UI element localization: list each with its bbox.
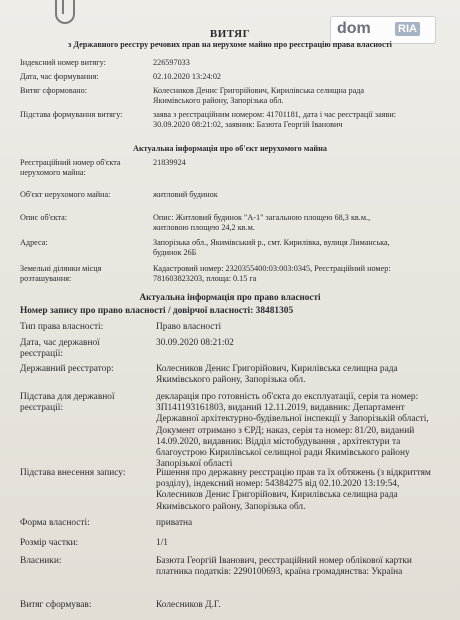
object-label: Опис об'єкта:	[20, 213, 68, 222]
binder-clip-stem	[62, 0, 64, 14]
right-value: приватна	[156, 518, 193, 528]
right-value: Рішення про державну реєстрацію прав та їх обтяжень (з відкриттям розділу), індексний номер: 54384275 від 02.10.2020 13:19:54, Колесников Денис Григорійович, Кирилівська селищна рада Якимівського району, Запорізька обл.	[156, 468, 431, 512]
info-value: заява з реєстраційним номером: 41701181, дата і час реєстрації заяви: 30.09.2020 08:21:02, заявник: Базюта Георгій Іванович	[153, 110, 396, 129]
right-value: 1/1	[156, 538, 168, 548]
right-label: Форма власності:	[20, 518, 90, 528]
object-value: Запорізька обл., Якимівський р., смт. Кирилівка, вулиця Лиманська, будинок 26Б	[153, 238, 390, 257]
document-title: ВИТЯГ	[209, 28, 251, 40]
document-subtitle: з Державного реєстру речових прав на нерухоме майно про реєстрацію права власності	[68, 40, 392, 49]
object-value: Кадастровий номер: 2320355400:03:003:0345, Реєстраційний номер: 781603823203, площа: 0.15 га	[153, 264, 391, 283]
object-label: Адреса:	[20, 238, 48, 247]
object-label: Земельні ділянки місця розташування:	[20, 264, 102, 283]
section-title-right: Актуальна інформація про право власності	[139, 292, 321, 302]
right-label: Державний реєстратор:	[20, 364, 114, 374]
right-value: 30.09.2020 08:21:02	[156, 338, 234, 348]
section-title-object: Актуальна інформація про об'єкт нерухомого майна	[133, 144, 327, 153]
info-label: Підстава формування витягу:	[20, 110, 123, 119]
right-label: Розмір частки:	[20, 538, 79, 548]
object-value: 21839924	[153, 158, 186, 167]
watermark-dom-text: dom	[337, 20, 371, 37]
right-label: Дата, час державної реєстрації:	[20, 338, 100, 360]
info-value: Колесников Денис Григорійович, Кирилівська селищна рада Якимівського району, Запорізька обл.	[153, 86, 365, 105]
info-label: Витяг сформовано:	[20, 86, 88, 95]
info-value: 02.10.2020 13:24:02	[153, 72, 222, 81]
object-label: Об'єкт нерухомого майна:	[20, 190, 111, 199]
binder-clip-icon	[55, 0, 75, 24]
right-label: Підстава внесення запису:	[20, 468, 126, 478]
right-value: Колесников Д.Г.	[156, 600, 221, 610]
right-label: Тип права власності:	[20, 322, 104, 332]
record-label: Номер запису про право власності / довірчої власності:	[20, 306, 254, 316]
right-value: декларація про готовність об'єкта до експлуатації, серія та номер: ЗП141193161803, виданий 12.11.2019, видавник: Департамент Державної архітектурно-будівельної інспекції у Запорізькій області, Документ отримано з ЄРД; наказ, серія та номер: 81/20, виданий 14.09.2020, видавник: Відділ містобудування , архітектури та благоустрою Кирилівської селищної ради Якимівського району Запорізької області	[156, 392, 429, 470]
right-value: Право власності	[156, 322, 222, 332]
object-label: Реєстраційний номер об'єкта нерухомого майна:	[20, 158, 121, 177]
info-label: Дата, час формування:	[20, 72, 99, 81]
right-label: Власники:	[20, 556, 62, 566]
right-value: Базюта Георгій Іванович, реєстраційний номер облікової картки платника податків: 2290100693, країна громадянства: Україна	[156, 556, 412, 578]
info-label: Індексний номер витягу:	[20, 58, 106, 67]
object-value: Опис: Житловий будинок "А-1" загальною площею 68,3 кв.м., житловою площею 24,2 кв.м.	[153, 213, 371, 232]
record-line	[20, 306, 293, 316]
object-value: житловий будинок	[153, 190, 218, 199]
right-label: Витяг сформував:	[20, 600, 92, 610]
info-value: 226597033	[153, 58, 190, 67]
right-value: Колесников Денис Григорійович, Кирилівська селищна рада Якимівського району, Запорізька обл.	[156, 364, 398, 386]
right-label: Підстава для державної реєстрації:	[20, 392, 115, 414]
watermark-ria-text: RIA	[395, 22, 420, 36]
record-number: 38481305	[255, 306, 294, 316]
